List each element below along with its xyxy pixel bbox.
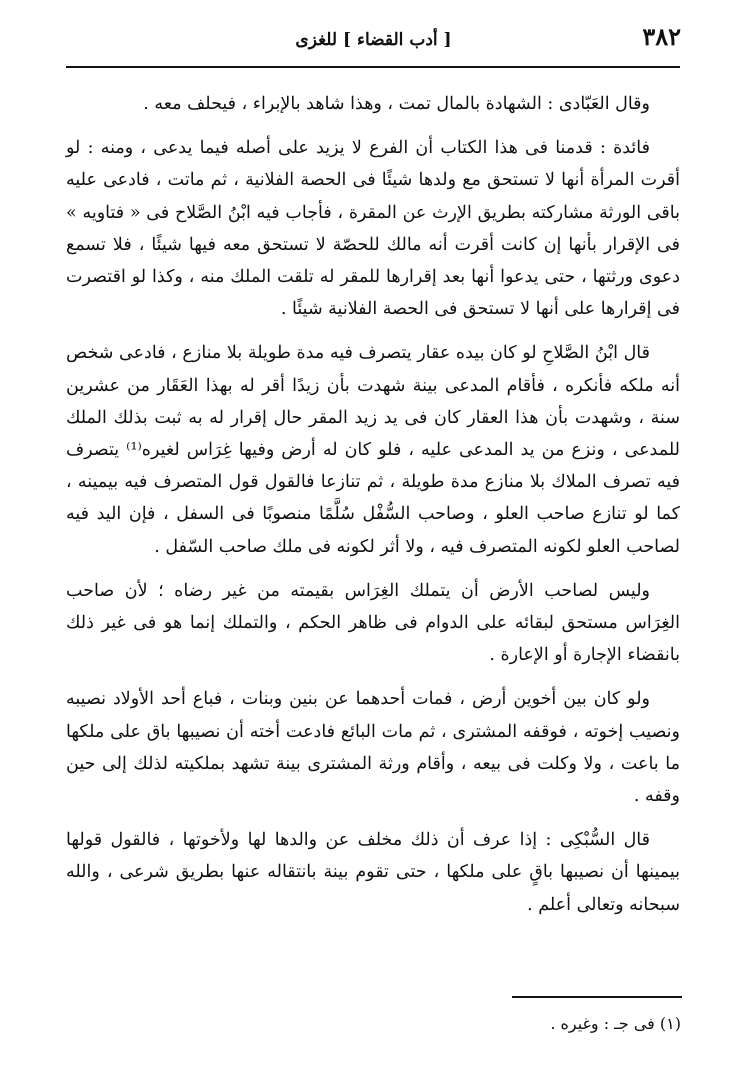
paragraph: ولو كان بين أخوين أرض ، فمات أحدهما عن بنين وبنات ، فباع أحد الأولاد نصيبه ونصيب إخوته ، فوقفه المشترى ، ثم مات البائع فادعت أخته أن نصيبها باق على ملكها ما باعت ، ولا وكلت فى بيعه ، وأقام ورثة المشترى بينة تشهد بملكيته لذلك إلى حين وقفه . xyxy=(66,689,680,807)
paragraph: وليس لصاحب الأرض أن يتملك الغِرَاس بقيمته من غير رضاه ؛ لأن صاحب الغِرَاس مستحق لبقائه على الدوام فى ظاهر الحكم ، والتملك إنما هو فى غير ذلك بانقضاء الإجارة أو الإعارة . xyxy=(66,580,680,666)
footnote: (١) فى جـ : وغيره . xyxy=(550,1014,681,1033)
paragraph: قال السُّبْكِى : إذا عرف أن ذلك مخلف عن والدها لها ولأخوتها ، فالقول قولها بيمينها أن نصيبها باقٍ على ملكها ، حتى تقوم بينة بانتقاله عنها بطريق شرعى ، والله سبحانه وتعالى أعلم . xyxy=(66,830,680,915)
paragraph: فائدة : قدمنا فى هذا الكتاب أن الفرع لا يزيد على أصله فيما يدعى ، ومنه : لو أقرت المرأة أنها لا تستحق مع ولدها شيئًا فى الحصة الفلانية ، ثم ماتت ، فادعى عليه باقى الورثة مشاركته بطريق الإرث عن المقرة ، فأجاب فيه ابْنُ الصَّلاح فى « فتاويه » فى الإقرار بأنها إن كانت أقرت أنه مالك للحصّة لا تستحق معه فيها شيئًا ، فلا تسمع دعوى ورثتها ، حتى يدعوا أنها بعد إقرارها للمقر له تلقت الملك منه ، وكذا لو اقتصرت فى إقرارها على أنها لا تستحق فى الحصة الفلانية شيئًا . xyxy=(66,138,680,320)
body-text xyxy=(66,88,680,933)
footnote-divider xyxy=(512,996,682,998)
paragraph: قال ابْنُ الصَّلاحِ لو كان بيده عقار يتصرف فيه مدة طويلة بلا منازع ، فادعى شخص أنه ملكه فأنكره ، فأقام المدعى بينة شهدت بأن زيدًا أقر له بهذا العَقَار من عشرين سنة ، وشهدت بأن هذا العقار كان فى يد زيد المقر حال إقرار له به ثبت بذلك الملك للمدعى ، ونزع من يد المدعى عليه ، فلو كان له أرض وفيها غِرَاس لغيره⁽¹⁾ يتصرف فيه تصرف الملاك بلا منازع مدة طويلة ، ثم تنازعا فالقول قول المتصرف فيه بيمينه ، كما لو تنازع صاحب العلو ، وصاحب السُّفْل سُلَّمًا منصوبًا فى السفل ، فإن اليد فيه لصاحب العلو لكونه المتصرف فيه ، ولا أثر لكونه فى ملك صاحب السّفل . xyxy=(66,343,680,557)
header-divider xyxy=(66,66,680,68)
running-title: [ أدب القضاء ] للغزى xyxy=(295,30,452,50)
page-number: ٣٨٢ xyxy=(642,22,681,51)
paragraph: وقال العَبّادى : الشهادة بالمال تمت ، وهذا شاهد بالإبراء ، فيحلف معه . xyxy=(143,94,650,114)
